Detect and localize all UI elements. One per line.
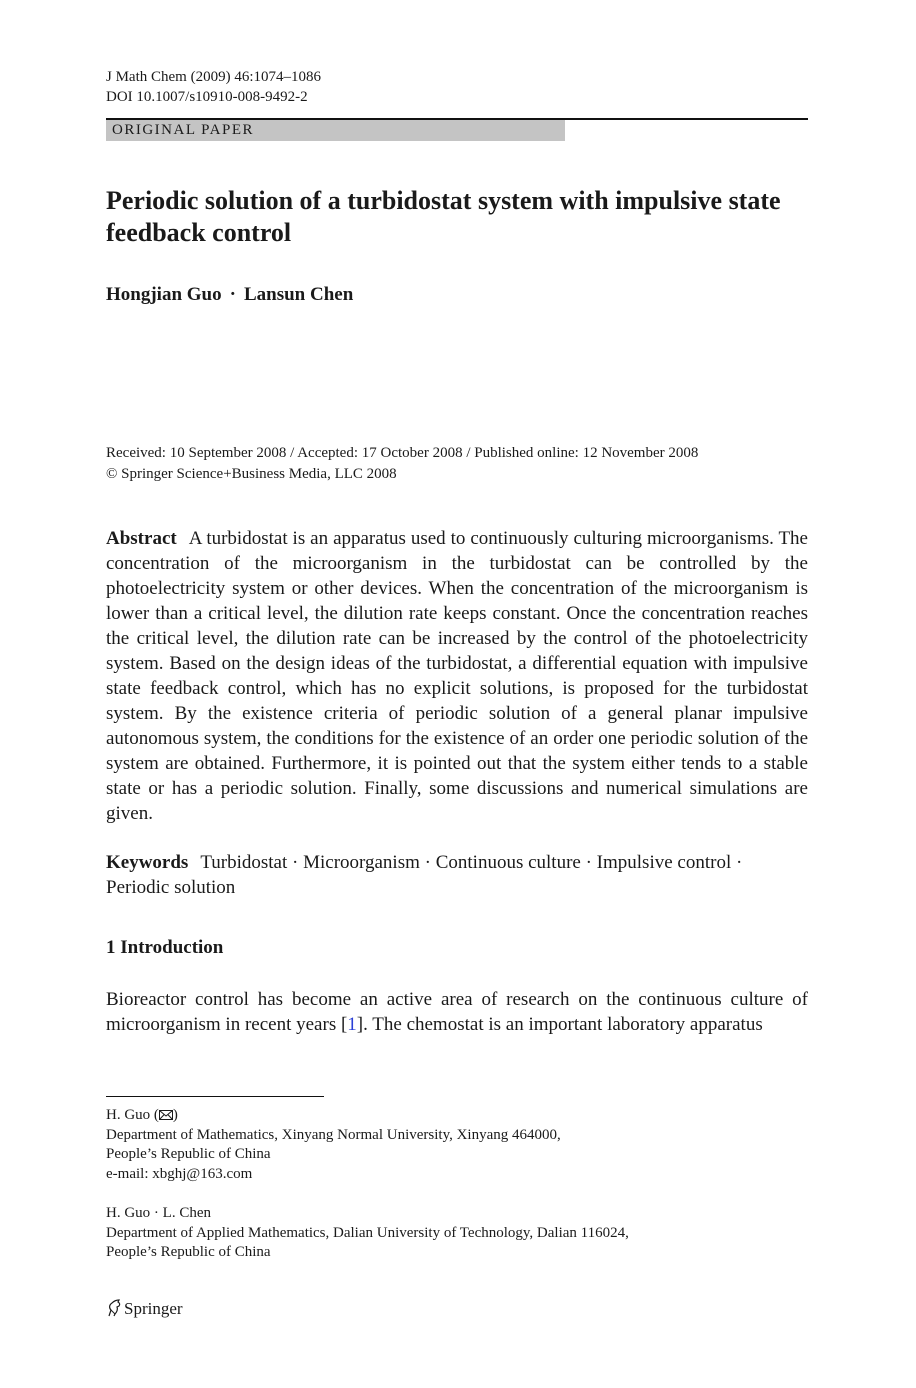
affiliation-line: Department of Mathematics, Xinyang Normal University, Xinyang 464000, xyxy=(106,1126,561,1143)
publisher-name: Springer xyxy=(124,1299,183,1318)
citation-link[interactable]: 1 xyxy=(347,1014,357,1035)
publication-history xyxy=(106,443,826,485)
keywords-text: Turbidostat · Microorganism · Continuous culture · Impulsive control · Periodic solution xyxy=(106,852,743,898)
affiliation-name: H. Guo · L. Chen xyxy=(106,1205,211,1221)
abstract-text: A turbidostat is an apparatus used to continuously culturing microorganisms. The concentration of the microorganism in the turbidostat can be controlled by the photoelectricity system or other devices. When the concentration of the microorganism is lower than a critical level, the dilution rate keeps constant. Once the concentration reaches the critical level, the dilution rate can be increased by the control of the photoelectricity system. Based on the design ideas of the turbidostat, a differential equation with impulsive state feedback control, which has no explicit solutions, is proposed for the turbidostat system. By the existence criteria of periodic solution of a general planar impulsive autonomous system, the conditions for the existence of an order one periodic solution of the system are obtained. Furthermore, it is pointed out that the system either tends to a stable state or has a periodic solution. Finally, some discussions and numerical simulations are given. xyxy=(106,528,808,824)
affiliation xyxy=(106,1106,826,1185)
journal-citation: J Math Chem (2009) 46:1074–1086 xyxy=(106,69,321,85)
keywords xyxy=(106,850,808,900)
author-separator: · xyxy=(229,284,236,305)
section-body xyxy=(106,987,808,1037)
section-heading: 1 Introduction xyxy=(106,937,224,958)
springer-horse-icon xyxy=(106,1299,122,1317)
affiliation-line: People’s Republic of China xyxy=(106,1146,271,1163)
affiliation-email[interactable]: e-mail: xbghj@163.com xyxy=(106,1166,253,1183)
intro-text-cont: ]. The chemostat is an important laboratory apparatus xyxy=(356,1014,763,1035)
footnote-rule xyxy=(106,1096,324,1097)
keywords-heading: Keywords xyxy=(106,852,189,873)
author-list xyxy=(106,284,353,306)
publisher-mark xyxy=(106,1299,183,1319)
author-name[interactable]: Hongjian Guo xyxy=(106,284,222,305)
affiliation-line: People’s Republic of China xyxy=(106,1244,271,1261)
author-name[interactable]: Lansun Chen xyxy=(243,284,354,305)
intro-text: Bioreactor control has become an active area of research on the continuous culture of microorganism in recent years [ xyxy=(106,989,808,1035)
copyright-line: © Springer Science+Business Media, LLC 2008 xyxy=(106,466,397,482)
journal-header xyxy=(106,67,321,107)
envelope-icon[interactable] xyxy=(159,1110,173,1120)
affiliation xyxy=(106,1204,826,1263)
affiliation-line: Department of Applied Mathematics, Dalian University of Technology, Dalian 116024, xyxy=(106,1224,629,1241)
paper-title: Periodic solution of a turbidostat system with impulsive state feedback control xyxy=(106,186,781,247)
abstract xyxy=(106,526,808,826)
dates-line: Received: 10 September 2008 / Accepted: 17 October 2008 / Published online: 12 November 2008 xyxy=(106,445,699,461)
article-type: ORIGINAL PAPER xyxy=(112,122,254,138)
affiliation-name: H. Guo ( ) xyxy=(106,1107,178,1123)
abstract-heading: Abstract xyxy=(106,528,177,549)
journal-doi: DOI 10.1007/s10910-008-9492-2 xyxy=(106,89,308,105)
